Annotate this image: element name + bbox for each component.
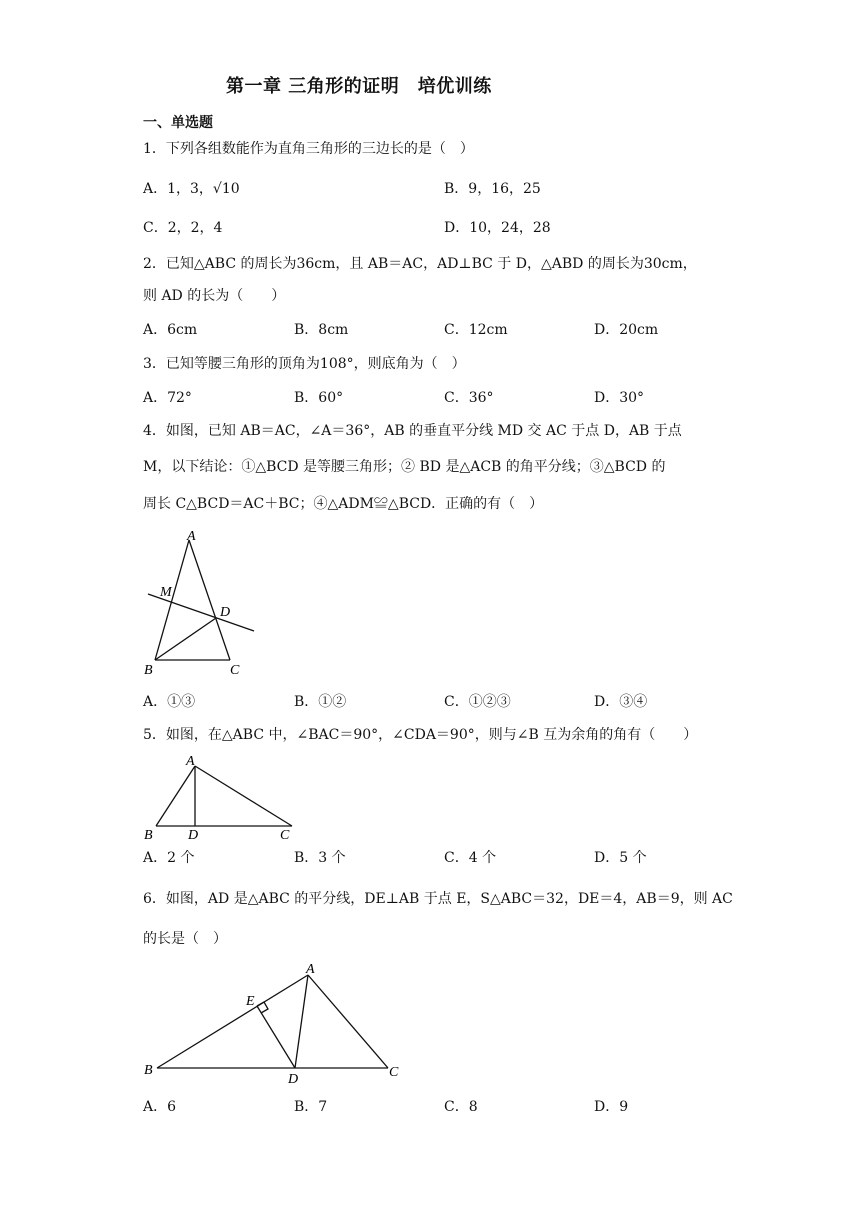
q6-stem-line1: 6．如图，AD 是△ABC 的平分线，DE⊥AB 于点 E，S△ABC＝32，DE＝4，AB＝9，则 AC [143,891,733,907]
q4-label-d: D [220,605,231,620]
q2-stem-line1: 2．已知△ABC 的周长为36cm，且 AB＝AC，AD⊥BC 于 D，△ABD 的周长为30cm， [143,256,697,272]
q6-side-ab [157,975,308,1068]
q5-option-b: B．3 个 [294,850,346,866]
q4-side-ab [155,540,189,660]
q6-option-a: A．6 [143,1099,177,1115]
q6-label-e: E [246,994,255,1009]
q5-side-ac [195,766,292,826]
q5-option-d: D．5 个 [594,850,647,866]
q5-side-ab [156,766,195,826]
q4-figure [140,528,270,678]
page-title: 第一章 三角形的证明 培优训练 [226,76,492,97]
q6-perpendicular-de [257,1006,295,1068]
q3-stem: 3．已知等腰三角形的顶角为108°，则底角为（ ） [143,356,466,372]
q2-option-d: D．20cm [594,322,659,338]
q4-option-c: C．①②③ [444,694,511,710]
q5-label-c: C [280,828,290,843]
q2-stem-line2: 则 AD 的长为（ ） [143,288,286,304]
q4-label-m: M [160,585,172,600]
q4-stem-line2: M，以下结论：①△BCD 是等腰三角形；② BD 是△ACB 的角平分线；③△BCD 的 [143,459,666,475]
q3-option-c: C．36° [444,390,494,406]
q5-stem: 5．如图，在△ABC 中，∠BAC＝90°，∠CDA＝90°，则与∠B 互为余角的角有（ ） [143,727,698,743]
section-heading: 一、单选题 [143,115,213,131]
q5-figure [140,750,310,845]
q4-label-a: A [187,529,196,544]
q6-side-ac [308,975,388,1068]
q4-segment-bd [155,618,216,660]
q1-stem: 1．下列各组数能作为直角三角形的三边长的是（ ） [143,141,474,157]
q6-label-c: C [389,1065,399,1080]
q4-stem-line1: 4．如图，已知 AB＝AC，∠A＝36°，AB 的垂直平分线 MD 交 AC 于点 D，AB 于点 [143,423,682,439]
q2-option-b: B．8cm [294,322,349,338]
q6-label-b: B [144,1063,153,1078]
q4-option-b: B．①② [294,694,347,710]
q4-label-c: C [230,663,240,678]
q2-option-c: C．12cm [444,322,508,338]
q3-option-d: D．30° [594,390,645,406]
q4-option-a: A．①③ [143,694,196,710]
q4-stem-line3: 周长 C△BCD＝AC＋BC；④△ADM≌△BCD．正确的有（ ） [143,496,544,512]
q6-stem-line2: 的长是（ ） [143,931,227,947]
q1-option-a: A．1，3，√10 [143,181,240,197]
q1-option-b: B．9，16，25 [444,181,541,197]
q6-label-d: D [288,1072,299,1087]
q4-option-d: D．③④ [594,694,648,710]
q5-label-b: B [144,828,153,843]
q6-option-b: B．7 [294,1099,328,1115]
q6-option-c: C．8 [444,1099,478,1115]
q6-figure [140,955,410,1085]
q5-label-a: A [186,754,195,769]
q6-bisector-ad [295,975,308,1068]
q4-side-ac [189,540,230,660]
q4-label-b: B [144,663,153,678]
q3-option-a: A．72° [143,390,192,406]
q3-option-b: B．60° [294,390,344,406]
q5-label-d: D [188,828,199,843]
q1-option-c: C．2，2，4 [143,220,223,236]
q6-option-d: D．9 [594,1099,629,1115]
q6-label-a: A [306,962,315,977]
q1-option-d: D．10，24，28 [444,220,551,236]
q5-option-c: C．4 个 [444,850,497,866]
q5-option-a: A．2 个 [143,850,195,866]
q2-option-a: A．6cm [143,322,198,338]
